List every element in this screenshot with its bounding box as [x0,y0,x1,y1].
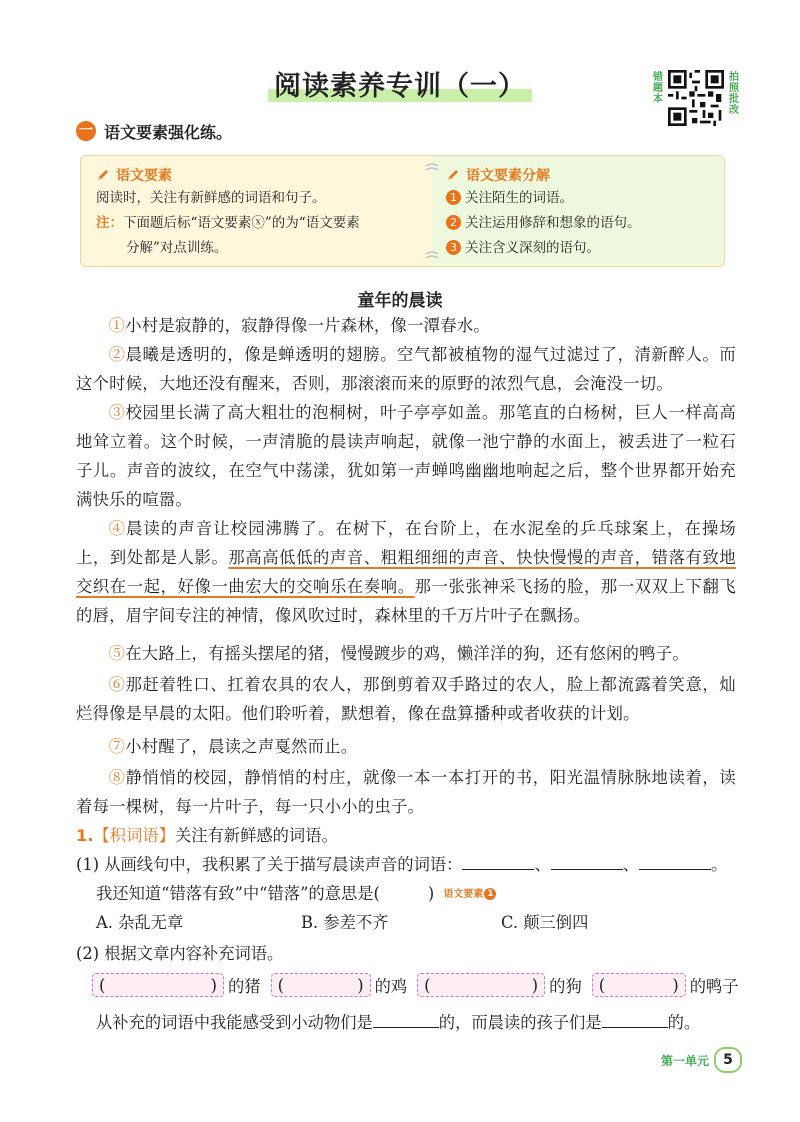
decomposition-item-text: 关注陌生的词语。 [465,190,573,206]
fill-suffix: 的鸭子 [689,977,739,996]
fill-suffix: 的猪 [228,977,261,996]
paren-open: ( [424,975,431,995]
sub-question-1 [76,853,727,877]
paragraph-text: 那一张张神采飞扬的脸，那一双双上下翻飞的唇，眉宇间专注的神情，像风吹过时，森林里的千万片叶子在飘扬。 [76,577,736,625]
paren-open: ( [99,975,106,995]
fill-suffix: 的狗 [549,977,582,996]
paragraph-text: 在大路上，有摇头摆尾的猪，慢慢踱步的鸡，懒洋洋的狗，还有悠闲的鸭子。 [125,644,689,663]
sub-question-1b [96,882,500,907]
qr-code-icon[interactable] [668,70,724,126]
paragraph-text: 静悄悄的校园，静悄悄的村庄，就像一本一本打开的书，阳光温情脉脉地读着，读着每一棵树，每一片叶子，每一只小小的虫子。 [76,768,736,816]
paragraph-7 [76,732,736,761]
decomposition-item [446,213,641,233]
paragraph-number: ⑧ [108,768,126,787]
paragraph-text: 校园里长满了高大粗壮的泡桐树，叶子亭亭如盖。那笔直的白杨树，巨人一样高高地耸立着。这个时候，一声清脆的晨读声响起，就像一池宁静的水面上，被丢进了一粒石子儿。声音的波纹，在空气中荡漾，犹如第一声蝉鸣幽幽地响起之后，整个世界都开始充满快乐的喧嚣。 [76,403,736,509]
fill-input[interactable] [592,973,686,997]
paragraph-text: 那赶着牲口、扛着农具的农人，那倒剪着双手路过的农人，脸上都流露着笑意，灿烂得像是早晨的太阳。他们聆听着，默想着，像在盘算播种或者收获的计划。 [76,675,736,723]
question-1 [76,824,338,848]
fill-item [592,973,739,997]
elements-left-text: 阅读时，关注有新鲜感的词语和句子。 [96,190,326,206]
answer-blank[interactable] [462,853,534,870]
qr-right-label: 拍照批改 [729,72,739,116]
note-text-1: 下面题后标“语文要素ⓧ”的为“语文要素 [123,215,360,231]
element-badge-number: 1 [484,888,496,900]
question-number: 1. [76,826,94,845]
qr-left-label: 错题本 [653,72,663,105]
elements-right-title-text: 语文要素分解 [466,168,550,184]
elements-right-title [446,165,550,185]
section-title: 语文要素强化练。 [104,122,233,142]
paren-close: ) [672,975,679,995]
paragraph-3 [76,398,736,514]
element-badge [443,883,500,907]
final-text: 从补充的词语中我能感受到小动物们是 [96,1013,373,1032]
paren-close: ) [531,975,539,995]
section-number: 一 [76,121,96,141]
paragraph-2 [76,340,736,398]
paragraph-text: 小村醒了，晨读之声戛然而止。 [125,737,358,756]
separator: 、 [534,855,551,874]
fill-suffix: 的鸡 [374,977,408,996]
answer-blank[interactable] [639,853,711,870]
paragraph-text: 小村是寂静的，寂静得像一片森林，像一潭春水。 [125,316,490,335]
separator: 、 [622,855,640,874]
elements-note-line1 [96,213,360,233]
elements-left-title-text: 语文要素 [116,168,172,184]
elements-left-title [96,165,172,185]
page-footer [661,1047,742,1073]
final-text: 的。 [667,1013,701,1032]
qr-code-area[interactable] [652,70,748,130]
sub-question-2: (2) 根据文章内容补充词语。 [76,944,284,963]
fill-item [417,973,582,997]
article-title: 童年的晨读 [357,291,443,311]
paragraph-number: ② [108,345,126,364]
paragraph-number: ③ [108,403,126,422]
pencil-icon [446,168,460,182]
fill-input[interactable] [417,973,545,997]
paren-close: ) [210,975,217,995]
sub-question-text: 我还知道“错落有致”中“错落”的意思是( [96,884,380,903]
option-b[interactable]: B. 参差不齐 [301,913,389,932]
paren-close: ) [427,884,435,903]
paragraph-8 [76,763,736,821]
paragraph-number: ⑥ [108,675,126,694]
paren-close: ) [357,975,364,995]
decomposition-item [446,238,600,258]
element-badge-text: 语文要素 [443,889,484,900]
item-number-badge: 1 [446,190,461,205]
sub-question-text: (1) 从画线句中，我积累了关于描写晨读声音的词语： [76,855,463,874]
question-tag: 【积词语】 [93,826,175,845]
paren-open: ( [277,975,284,995]
paragraph-5 [76,639,736,668]
paragraph-number: ① [108,316,126,335]
page-title-text: 阅读素养专训（一） [268,71,532,102]
fill-item [271,973,408,997]
item-number-badge: 3 [446,240,461,255]
answer-blank[interactable] [551,853,623,870]
paragraph-number: ④ [108,519,127,538]
page-number: 5 [714,1047,742,1073]
paragraph-text: 晨读的声音让校园沸腾了。在树下，在台阶上，在水泥垒的乒乓球案上，在操场上，到处都是人影。 [76,519,736,567]
options-row [96,911,588,935]
section-header [76,120,232,142]
final-fill-line [96,1011,700,1035]
unit-label: 第一单元 [661,1053,710,1068]
fill-item [92,973,261,997]
elements-note-line2: 分解”对点训练。 [126,240,228,256]
question-text: 关注有新鲜感的词语。 [174,826,338,845]
end-mark: 。 [711,855,728,874]
paragraph-text: 晨曦是透明的，像是蝉透明的翅膀。空气都被植物的湿气过滤过了，清新醉人。而这个时候，大地还没有醒来，否则，那滚滚而来的原野的浓烈气息，会淹没一切。 [76,345,736,393]
fill-input[interactable] [271,973,371,997]
note-prefix: 注： [96,215,123,231]
paragraph-1 [76,311,736,340]
decomposition-item-text: 关注含义深刻的语句。 [465,240,600,256]
paragraph-6 [76,670,736,728]
paragraph-number: ⑦ [108,737,126,756]
fill-input[interactable] [92,973,224,997]
spiral-binding-icon [424,162,440,262]
pencil-icon [96,168,110,182]
fill-in-row [92,973,749,997]
decomposition-item-text: 关注运用修辞和想象的语句。 [465,215,641,231]
underlined-sentence: 那高高低低的声音、粗粗细细的声音、快快慢慢的声音，错落有致地交织在一起，好像一曲宏大的交响乐在奏响。 [76,548,736,596]
answer-blank[interactable] [602,1011,668,1028]
answer-blank[interactable] [373,1011,439,1028]
paragraph-number: ⑤ [108,644,126,663]
decomposition-item [446,188,573,208]
final-text: 的，而晨读的孩子们是 [438,1013,602,1032]
paren-open: ( [598,975,606,995]
item-number-badge: 2 [446,215,461,230]
option-a[interactable]: A. 杂乱无章 [96,913,184,932]
paragraph-4 [76,514,736,630]
option-c[interactable]: C. 颠三倒四 [501,913,589,932]
